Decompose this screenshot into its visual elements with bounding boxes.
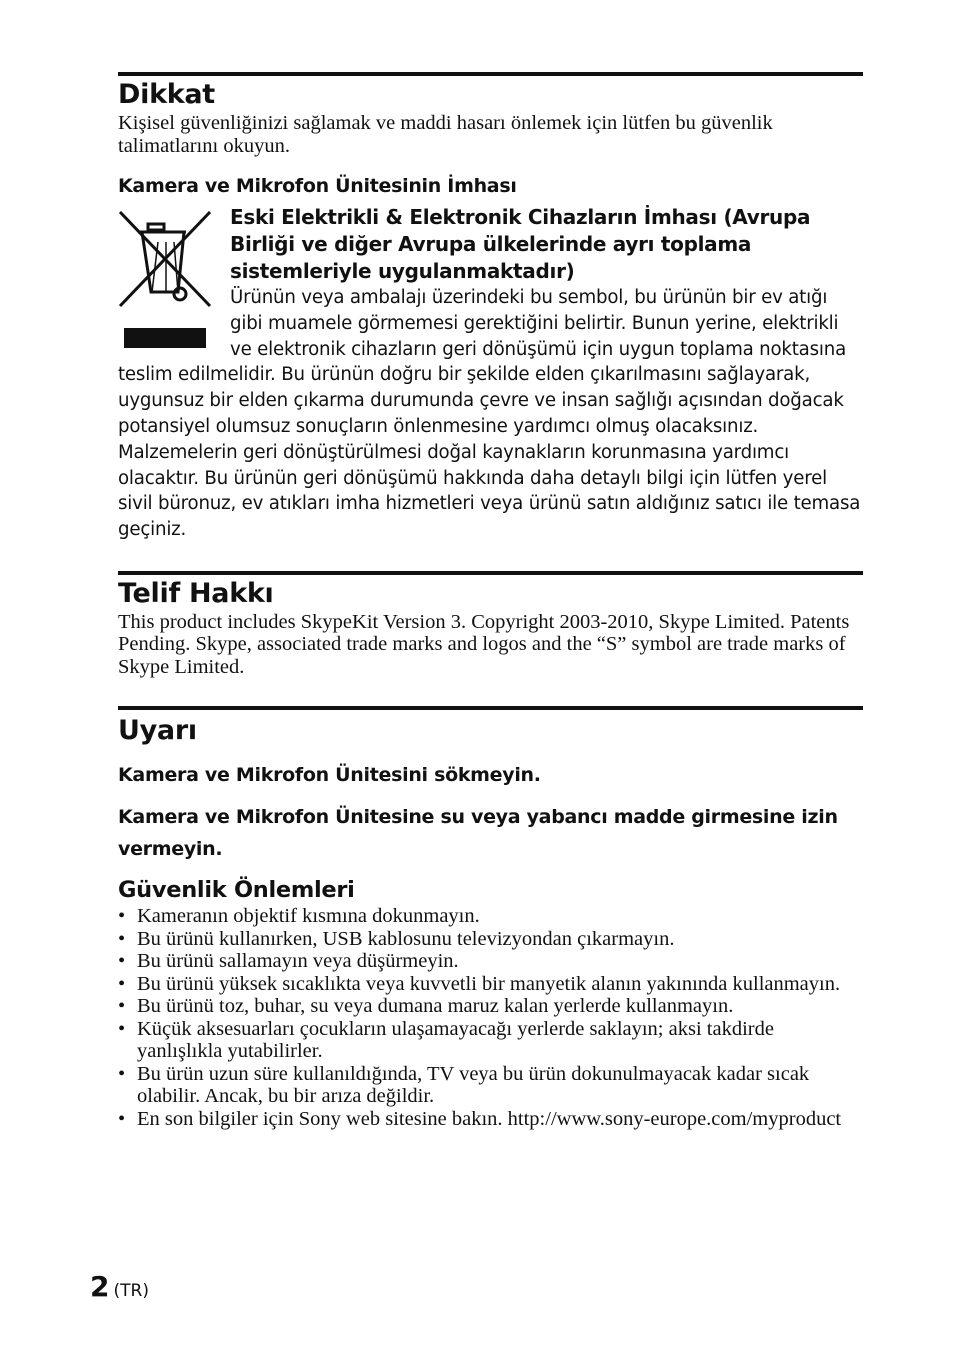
section-title-uyari: Uyarı	[118, 715, 197, 747]
list-item: • En son bilgiler için Sony web sitesine bakın. http://www.sony-europe.com/myproduct	[118, 1107, 842, 1130]
bullet-icon: •	[118, 927, 126, 950]
list-item: • Bu ürün uzun süre kullanıldığında, TV veya bu ürün dokunulmayacak kadar sıcak olabilir. Ancak, bu bir arıza değildir.	[118, 1062, 810, 1108]
crossed-out-wheelie-bin-icon	[118, 208, 218, 348]
bullet-icon: •	[118, 905, 126, 928]
bullet-icon: •	[118, 950, 126, 973]
dikkat-intro: Kişisel güvenliğinizi sağlamak ve maddi hasarı önlemek için lütfen bu güvenlik talimatlarını okuyun.	[118, 112, 773, 157]
section-telif	[118, 571, 863, 679]
section-dikkat	[118, 72, 863, 543]
section-rule	[118, 571, 863, 575]
section-rule	[118, 706, 863, 710]
warning-disassemble: Kamera ve Mikrofon Ünitesini sökmeyin.	[118, 764, 541, 787]
warning-foreign-matter: Kamera ve Mikrofon Ünitesine su veya yabancı madde girmesine izin vermeyin.	[118, 806, 838, 861]
copyright-notice: This product includes SkypeKit Version 3. Copyright 2003-2010, Skype Limited. Patents Pending. Skype, associated trade marks and logos and the “S” symbol are trade marks of Skype Limited.	[118, 610, 850, 678]
language-code: (TR)	[113, 1281, 149, 1301]
manual-page	[118, 72, 863, 1130]
weee-body: Ürünün veya ambalajı üzerindeki bu sembol, bu ürünün bir ev atığı gibi muamele görmemesi gerektiğini belirtir. Bunun yerine, elektrikli ve elektronik cihazların geri dönüşümü için uygun toplama noktasına teslim edilmelidir. Bu ürünün doğru bir şekilde elden çıkarılmasını sağlayarak, uygunsuz bir elden çıkarma durumunda çevre ve insan sağlığı açısından doğacak potansiyel olumsuz sonuçların önlenmesine yardımcı olmuş olacaksınız. Malzemelerin geri dönüştürülmesi doğal kaynakların korunmasına yardımcı olacaktır. Bu ürünün geri dönüşümü hakkında daha detaylı bilgi için lütfen yerel sivil büronuz, ev atıkları imha hizmetleri veya ürünü satın aldığınız satıcı ile temasa geçiniz.	[118, 287, 861, 541]
section-title-telif: Telif Hakkı	[118, 577, 274, 609]
list-item: • Küçük aksesuarları çocukların ulaşamayacağı yerlerde saklayın; aksi takdirde yanlışlıkla yutabilirler.	[118, 1017, 774, 1063]
section-title-dikkat: Dikkat	[118, 79, 215, 110]
list-item: • Bu ürünü kullanırken, USB kablosunu televizyondan çıkarmayın.	[118, 927, 675, 950]
precautions-heading: Güvenlik Önlemleri	[118, 877, 355, 904]
list-item: • Bu ürünü toz, buhar, su veya dumana maruz kalan yerlerde kullanmayın.	[118, 995, 734, 1018]
bullet-icon: •	[118, 972, 126, 995]
bullet-icon: •	[118, 995, 126, 1018]
list-item: • Bu ürünü yüksek sıcaklıkta veya kuvvetli bir manyetik alanın yakınında kullanmayın.	[118, 972, 841, 995]
page-number: 2	[90, 1270, 110, 1303]
section-uyari	[118, 706, 863, 1130]
bullet-icon: •	[118, 1107, 126, 1130]
bullet-icon: •	[118, 1062, 126, 1085]
bullet-icon: •	[118, 1017, 126, 1040]
list-item: • Kameranın objektif kısmına dokunmayın.	[118, 905, 480, 928]
disposal-heading: Kamera ve Mikrofon Ünitesinin İmhası	[118, 175, 517, 197]
precautions-list	[118, 905, 863, 1130]
list-item: • Bu ürünü sallamayın veya düşürmeyin.	[118, 950, 459, 973]
weee-block	[118, 204, 863, 543]
section-rule	[118, 72, 863, 76]
page-footer	[90, 1270, 149, 1303]
weee-heading: Eski Elektrikli & Elektronik Cihazların İmhası (Avrupa Birliği ve diğer Avrupa ülkelerinde ayrı toplama sistemleriyle uygulanmaktadır)	[230, 205, 811, 283]
